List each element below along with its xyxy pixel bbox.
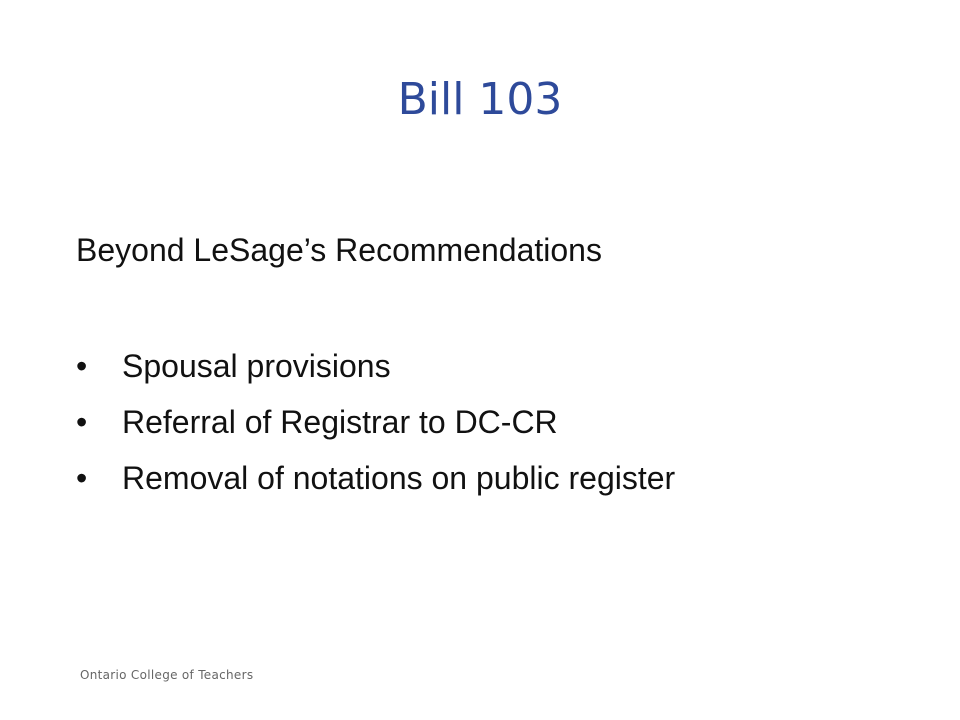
bullet-item — [76, 450, 675, 506]
bullet-marker: • — [76, 348, 88, 384]
bullet-item — [76, 338, 675, 394]
bullet-text: Spousal provisions — [122, 348, 391, 384]
slide-subtitle: Beyond LeSage’s Recommendations — [76, 232, 602, 268]
bullet-marker: • — [76, 460, 88, 496]
bullet-marker: • — [76, 404, 88, 440]
bullet-text: Referral of Registrar to DC-CR — [122, 404, 558, 440]
slide-title: Bill 103 — [397, 74, 563, 125]
bullet-text: Removal of notations on public register — [122, 460, 676, 496]
bullet-list — [76, 338, 675, 506]
slide-footer: Ontario College of Teachers — [80, 668, 254, 682]
bullet-item — [76, 394, 675, 450]
